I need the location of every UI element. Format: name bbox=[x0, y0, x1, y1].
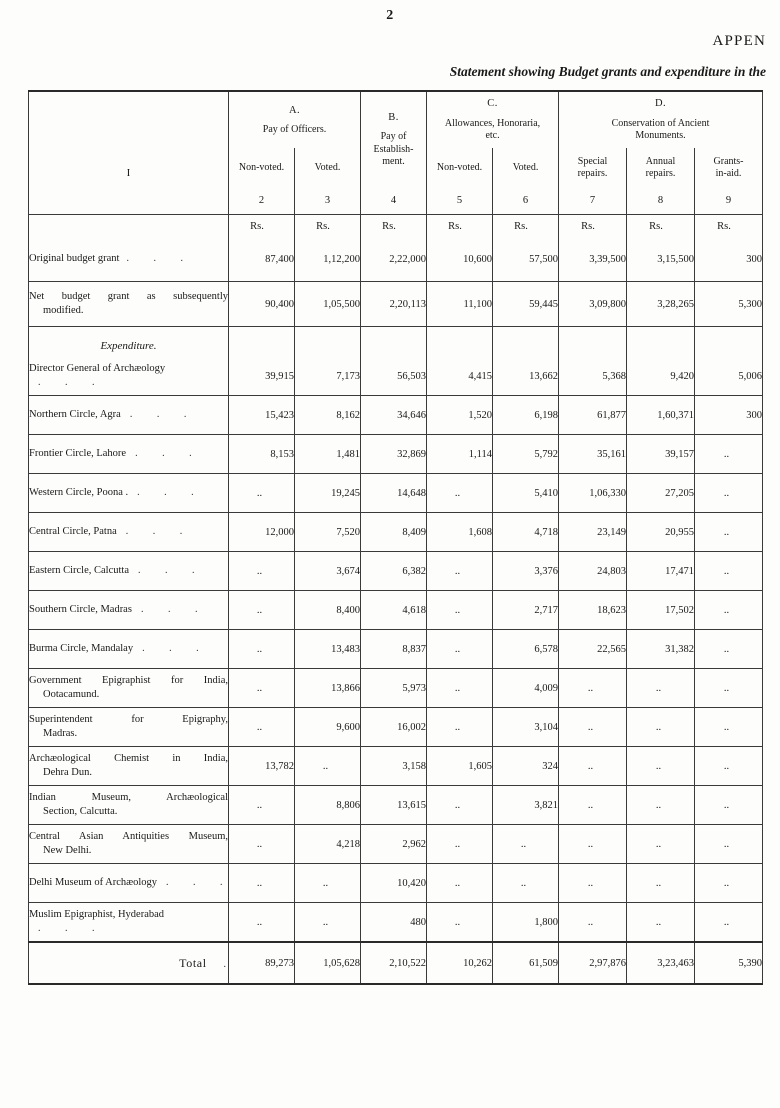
row-value: .. bbox=[229, 552, 295, 591]
row-value: 3,09,800 bbox=[559, 282, 627, 327]
row-value: 5,006 bbox=[695, 357, 763, 396]
row-value: 5,300 bbox=[695, 282, 763, 327]
subheader-a-voted: Voted. bbox=[295, 148, 361, 188]
row-value: 1,481 bbox=[295, 435, 361, 474]
row-value: .. bbox=[295, 864, 361, 903]
row-value: 3,104 bbox=[493, 708, 559, 747]
spacer-cell bbox=[427, 327, 493, 358]
group-header-d bbox=[559, 91, 763, 148]
row-value: 5,973 bbox=[361, 669, 427, 708]
total-value: 1,05,628 bbox=[295, 942, 361, 984]
expenditure-rows-body bbox=[29, 357, 763, 942]
row-value: 2,22,000 bbox=[361, 237, 427, 282]
row-value: .. bbox=[229, 669, 295, 708]
row-value: 6,382 bbox=[361, 552, 427, 591]
table-row bbox=[29, 747, 763, 786]
row-value: 1,06,330 bbox=[559, 474, 627, 513]
row-value: .. bbox=[427, 591, 493, 630]
subheader-d-special bbox=[559, 148, 627, 188]
row-value: 5,368 bbox=[559, 357, 627, 396]
row-value: .. bbox=[229, 786, 295, 825]
group-b-name-line1: Pay of bbox=[380, 131, 407, 143]
leader-dots: . . . bbox=[120, 409, 189, 421]
leader-dots: . . . bbox=[133, 643, 201, 655]
row-label bbox=[29, 435, 229, 474]
subheader-d-annual-line1: Annual bbox=[645, 156, 676, 167]
subheader-a-nonvoted: Non-voted. bbox=[229, 148, 295, 188]
row-label-text: Director General of Archæology bbox=[29, 363, 166, 375]
subheader-d-grants-line2: in-aid. bbox=[715, 168, 742, 179]
statement-title: Statement showing Budget grants and expenditure in the bbox=[449, 64, 766, 79]
leader-dots: . . . bbox=[29, 377, 97, 388]
total-value: 2,97,876 bbox=[559, 942, 627, 984]
group-a-letter: A. bbox=[289, 104, 301, 116]
row-value: 4,718 bbox=[493, 513, 559, 552]
row-value: 2,717 bbox=[493, 591, 559, 630]
row-value: 17,502 bbox=[627, 591, 695, 630]
table-row bbox=[29, 282, 763, 327]
budget-table bbox=[28, 90, 763, 985]
budget-table-container bbox=[28, 90, 763, 985]
row-value: 8,153 bbox=[229, 435, 295, 474]
row-value: .. bbox=[493, 825, 559, 864]
group-c-name-line1: Allowances, Honoraria, bbox=[444, 117, 541, 129]
row-label-text: Western Circle, Poona . bbox=[29, 487, 129, 499]
row-label bbox=[29, 903, 229, 943]
group-header-b bbox=[361, 91, 427, 188]
row-value: 22,565 bbox=[559, 630, 627, 669]
group-header-a bbox=[229, 91, 361, 148]
row-value: .. bbox=[493, 864, 559, 903]
table-row bbox=[29, 708, 763, 747]
row-value: .. bbox=[559, 747, 627, 786]
row-label bbox=[29, 396, 229, 435]
table-row bbox=[29, 825, 763, 864]
row-value: .. bbox=[427, 708, 493, 747]
row-value: .. bbox=[695, 864, 763, 903]
total-value: 10,262 bbox=[427, 942, 493, 984]
spacer-cell bbox=[295, 327, 361, 358]
subheader-c-voted: Voted. bbox=[493, 148, 559, 188]
currency-cell-8: Rs. bbox=[627, 215, 695, 238]
row-label bbox=[29, 708, 229, 747]
column-number-5: 5 bbox=[427, 188, 493, 215]
group-d-letter: D. bbox=[655, 98, 667, 110]
row-value: 12,000 bbox=[229, 513, 295, 552]
row-value: 27,205 bbox=[627, 474, 695, 513]
total-label-cell bbox=[29, 942, 229, 984]
total-value: 2,10,522 bbox=[361, 942, 427, 984]
expenditure-heading-cell bbox=[29, 327, 229, 358]
row-value: 10,420 bbox=[361, 864, 427, 903]
row-value: .. bbox=[695, 474, 763, 513]
row-value: 9,420 bbox=[627, 357, 695, 396]
leader-dots: . bbox=[210, 958, 228, 970]
row-label-text: Archæological Chemist in India, bbox=[29, 753, 228, 765]
column-number-8: 8 bbox=[627, 188, 695, 215]
row-value: .. bbox=[559, 825, 627, 864]
subheader-d-special-line1: Special bbox=[577, 156, 608, 167]
row-label-text-line2: Section, Calcutta. bbox=[43, 806, 118, 817]
row-value: .. bbox=[695, 669, 763, 708]
group-b-name-line2: Establish- bbox=[373, 143, 414, 155]
row-label bbox=[29, 669, 229, 708]
table-row bbox=[29, 474, 763, 513]
leader-dots: . . . bbox=[131, 604, 200, 616]
group-a-name: Pay of Officers. bbox=[262, 123, 327, 135]
row-value: 8,400 bbox=[295, 591, 361, 630]
table-row bbox=[29, 237, 763, 282]
row-value: 4,218 bbox=[295, 825, 361, 864]
row-value: .. bbox=[627, 708, 695, 747]
column-number-3: 3 bbox=[295, 188, 361, 215]
row-value: 5,792 bbox=[493, 435, 559, 474]
row-label bbox=[29, 747, 229, 786]
row-value: 20,955 bbox=[627, 513, 695, 552]
row-label bbox=[29, 864, 229, 903]
table-row bbox=[29, 669, 763, 708]
group-d-name-line1: Conservation of Ancient bbox=[611, 117, 710, 129]
table-row bbox=[29, 903, 763, 943]
currency-cell-3: Rs. bbox=[295, 215, 361, 238]
table-row bbox=[29, 396, 763, 435]
row-value: 57,500 bbox=[493, 237, 559, 282]
row-value: 1,605 bbox=[427, 747, 493, 786]
row-value: 4,618 bbox=[361, 591, 427, 630]
expenditure-heading: Expenditure. bbox=[100, 340, 157, 352]
row-value: 13,782 bbox=[229, 747, 295, 786]
row-value: .. bbox=[427, 474, 493, 513]
row-label-text: Burma Circle, Mandalay bbox=[29, 643, 134, 655]
row-value: 32,869 bbox=[361, 435, 427, 474]
row-value: .. bbox=[295, 747, 361, 786]
expenditure-heading-row bbox=[29, 327, 763, 358]
row-value: .. bbox=[695, 513, 763, 552]
table-row bbox=[29, 513, 763, 552]
row-value: .. bbox=[627, 903, 695, 943]
row-label-text-line2: Ootacamund. bbox=[43, 689, 100, 700]
row-label bbox=[29, 786, 229, 825]
row-label-text: Delhi Museum of Archæology bbox=[29, 877, 158, 889]
spacer-cell bbox=[493, 327, 559, 358]
group-b-name-line3: ment. bbox=[382, 156, 405, 168]
row-value: 5,410 bbox=[493, 474, 559, 513]
column-number-6: 6 bbox=[493, 188, 559, 215]
row-value: .. bbox=[695, 591, 763, 630]
row-value: .. bbox=[427, 786, 493, 825]
row-value: 4,009 bbox=[493, 669, 559, 708]
row-label-text: Central Circle, Patna bbox=[29, 526, 117, 538]
table-row bbox=[29, 552, 763, 591]
row-value: .. bbox=[229, 864, 295, 903]
row-value: 7,173 bbox=[295, 357, 361, 396]
row-value: .. bbox=[627, 669, 695, 708]
row-label bbox=[29, 825, 229, 864]
row-value: 10,600 bbox=[427, 237, 493, 282]
column-number-2: 2 bbox=[229, 188, 295, 215]
row-value: 300 bbox=[695, 237, 763, 282]
spacer-cell bbox=[627, 327, 695, 358]
row-value: 13,662 bbox=[493, 357, 559, 396]
row-value: 7,520 bbox=[295, 513, 361, 552]
total-row bbox=[29, 942, 763, 984]
row-value: 19,245 bbox=[295, 474, 361, 513]
row-value: 324 bbox=[493, 747, 559, 786]
currency-cell-2: Rs. bbox=[229, 215, 295, 238]
row-value: 31,382 bbox=[627, 630, 695, 669]
column-number-4: 4 bbox=[361, 188, 427, 215]
row-label-text-line2: Dehra Dun. bbox=[43, 767, 92, 778]
row-value: .. bbox=[229, 591, 295, 630]
row-value: .. bbox=[695, 747, 763, 786]
subheader-d-grants bbox=[695, 148, 763, 188]
row-value: 1,12,200 bbox=[295, 237, 361, 282]
row-value: 2,20,113 bbox=[361, 282, 427, 327]
row-value: .. bbox=[427, 552, 493, 591]
row-value: .. bbox=[695, 708, 763, 747]
row-value: .. bbox=[427, 630, 493, 669]
row-value: .. bbox=[229, 708, 295, 747]
row-value: .. bbox=[695, 786, 763, 825]
row-value: .. bbox=[627, 864, 695, 903]
table-group-header-row bbox=[29, 91, 763, 148]
row-label bbox=[29, 552, 229, 591]
row-label bbox=[29, 591, 229, 630]
row-value: 59,445 bbox=[493, 282, 559, 327]
row-value: 13,615 bbox=[361, 786, 427, 825]
row-value: .. bbox=[295, 903, 361, 943]
row-label bbox=[29, 282, 229, 327]
row-label-text: Muslim Epigraphist, Hyderabad bbox=[29, 909, 165, 921]
row-value: 3,28,265 bbox=[627, 282, 695, 327]
row-label-text-line2: modified. bbox=[43, 305, 84, 316]
row-value: 3,15,500 bbox=[627, 237, 695, 282]
subheader-d-grants-line1: Grants- bbox=[713, 156, 744, 167]
subheader-c-nonvoted: Non-voted. bbox=[427, 148, 493, 188]
subheader-d-annual-line2: repairs. bbox=[645, 168, 676, 179]
row-value: 1,800 bbox=[493, 903, 559, 943]
table-row bbox=[29, 357, 763, 396]
row-value: .. bbox=[559, 708, 627, 747]
label-column-header: I bbox=[126, 167, 131, 179]
row-value: .. bbox=[559, 864, 627, 903]
subheader-d-special-line2: repairs. bbox=[577, 168, 608, 179]
total-label: Total bbox=[179, 955, 207, 970]
row-value: 14,648 bbox=[361, 474, 427, 513]
page-number: 2 bbox=[386, 8, 394, 23]
row-label bbox=[29, 513, 229, 552]
row-value: 24,803 bbox=[559, 552, 627, 591]
row-value: .. bbox=[695, 825, 763, 864]
row-value: 87,400 bbox=[229, 237, 295, 282]
table-row bbox=[29, 591, 763, 630]
currency-cell-5: Rs. bbox=[427, 215, 493, 238]
row-value: .. bbox=[229, 474, 295, 513]
row-label-text: Indian Museum, Archæological bbox=[29, 792, 228, 804]
total-value: 3,23,463 bbox=[627, 942, 695, 984]
row-value: 2,962 bbox=[361, 825, 427, 864]
row-value: 3,821 bbox=[493, 786, 559, 825]
row-value: .. bbox=[627, 825, 695, 864]
row-value: 3,39,500 bbox=[559, 237, 627, 282]
row-value: 480 bbox=[361, 903, 427, 943]
row-label-text: Southern Circle, Madras bbox=[29, 604, 132, 616]
leader-dots: . . . bbox=[126, 448, 194, 460]
column-number-9: 9 bbox=[695, 188, 763, 215]
currency-row bbox=[29, 215, 763, 238]
currency-cell-9: Rs. bbox=[695, 215, 763, 238]
row-value: 90,400 bbox=[229, 282, 295, 327]
row-value: .. bbox=[695, 630, 763, 669]
leader-dots: . . . bbox=[122, 253, 186, 265]
row-value: .. bbox=[229, 903, 295, 943]
column-number-7: 7 bbox=[559, 188, 627, 215]
currency-cell-4: Rs. bbox=[361, 215, 427, 238]
row-value: 8,162 bbox=[295, 396, 361, 435]
row-value: 3,674 bbox=[295, 552, 361, 591]
row-value: 18,623 bbox=[559, 591, 627, 630]
row-value: .. bbox=[695, 903, 763, 943]
row-value: 39,915 bbox=[229, 357, 295, 396]
row-label bbox=[29, 474, 229, 513]
leader-dots: . . . bbox=[116, 526, 185, 538]
row-value: 8,806 bbox=[295, 786, 361, 825]
row-value: .. bbox=[695, 552, 763, 591]
row-value: 17,471 bbox=[627, 552, 695, 591]
row-value: .. bbox=[627, 786, 695, 825]
row-label bbox=[29, 630, 229, 669]
currency-cell-7: Rs. bbox=[559, 215, 627, 238]
row-value: 8,837 bbox=[361, 630, 427, 669]
row-label-text: Eastern Circle, Calcutta bbox=[29, 565, 130, 577]
group-d-name-line2: Monuments. bbox=[635, 130, 686, 142]
leader-dots: . . . bbox=[157, 877, 225, 889]
row-label bbox=[29, 357, 229, 396]
total-value: 5,390 bbox=[695, 942, 763, 984]
row-value: .. bbox=[427, 864, 493, 903]
row-value: 61,877 bbox=[559, 396, 627, 435]
row-value: .. bbox=[627, 747, 695, 786]
row-value: .. bbox=[559, 669, 627, 708]
group-header-c bbox=[427, 91, 559, 148]
group-b-letter: B. bbox=[388, 112, 399, 124]
subheader-d-annual bbox=[627, 148, 695, 188]
row-value: 4,415 bbox=[427, 357, 493, 396]
row-label-text: Central Asian Antiquities Museum, bbox=[29, 831, 228, 843]
row-value: 1,608 bbox=[427, 513, 493, 552]
row-value: .. bbox=[229, 825, 295, 864]
row-label-text: Net budget grant as subsequently bbox=[29, 291, 228, 303]
row-value: .. bbox=[559, 786, 627, 825]
row-label-text-line2: New Delhi. bbox=[43, 845, 92, 856]
row-value: 6,198 bbox=[493, 396, 559, 435]
row-value: 3,158 bbox=[361, 747, 427, 786]
row-value: 13,866 bbox=[295, 669, 361, 708]
table-row bbox=[29, 864, 763, 903]
row-value: 9,600 bbox=[295, 708, 361, 747]
row-value: 1,114 bbox=[427, 435, 493, 474]
row-value: 11,100 bbox=[427, 282, 493, 327]
group-c-letter: C. bbox=[487, 98, 498, 110]
row-value: 39,157 bbox=[627, 435, 695, 474]
label-column-header-cell bbox=[29, 91, 229, 215]
currency-cell-6: Rs. bbox=[493, 215, 559, 238]
leader-dots: . . . bbox=[128, 487, 196, 499]
row-value: 3,376 bbox=[493, 552, 559, 591]
table-row bbox=[29, 435, 763, 474]
row-value: 13,483 bbox=[295, 630, 361, 669]
row-value: 23,149 bbox=[559, 513, 627, 552]
leader-dots: . . . bbox=[29, 923, 97, 934]
row-label-text: Superintendent for Epigraphy, bbox=[29, 714, 228, 726]
table-row bbox=[29, 630, 763, 669]
row-value: 34,646 bbox=[361, 396, 427, 435]
spacer-cell bbox=[559, 327, 627, 358]
row-value: .. bbox=[427, 825, 493, 864]
row-value: 1,520 bbox=[427, 396, 493, 435]
row-value: 56,503 bbox=[361, 357, 427, 396]
appendix-heading: APPEN bbox=[712, 33, 766, 49]
leader-dots: . . . bbox=[129, 565, 197, 577]
row-value: 35,161 bbox=[559, 435, 627, 474]
row-value: 300 bbox=[695, 396, 763, 435]
spacer-cell bbox=[695, 327, 763, 358]
total-value: 89,273 bbox=[229, 942, 295, 984]
row-label-text: Frontier Circle, Lahore bbox=[29, 448, 127, 460]
row-value: 16,002 bbox=[361, 708, 427, 747]
total-value: 61,509 bbox=[493, 942, 559, 984]
row-value: .. bbox=[427, 669, 493, 708]
row-value: .. bbox=[695, 435, 763, 474]
currency-row-label bbox=[29, 215, 229, 238]
row-value: 1,05,500 bbox=[295, 282, 361, 327]
row-label-text: Original budget grant bbox=[29, 253, 120, 265]
row-label-text: Government Epigraphist for India, bbox=[29, 675, 228, 687]
row-value: 1,60,371 bbox=[627, 396, 695, 435]
group-c-name-line2: etc. bbox=[485, 130, 500, 142]
row-value: .. bbox=[427, 903, 493, 943]
row-value: .. bbox=[229, 630, 295, 669]
spacer-cell bbox=[361, 327, 427, 358]
row-value: .. bbox=[559, 903, 627, 943]
table-row bbox=[29, 786, 763, 825]
row-label-text: Northern Circle, Agra bbox=[29, 409, 121, 421]
row-label-text-line2: Madras. bbox=[43, 728, 78, 739]
row-label bbox=[29, 237, 229, 282]
spacer-cell bbox=[229, 327, 295, 358]
row-value: 8,409 bbox=[361, 513, 427, 552]
row-value: 6,578 bbox=[493, 630, 559, 669]
row-value: 15,423 bbox=[229, 396, 295, 435]
